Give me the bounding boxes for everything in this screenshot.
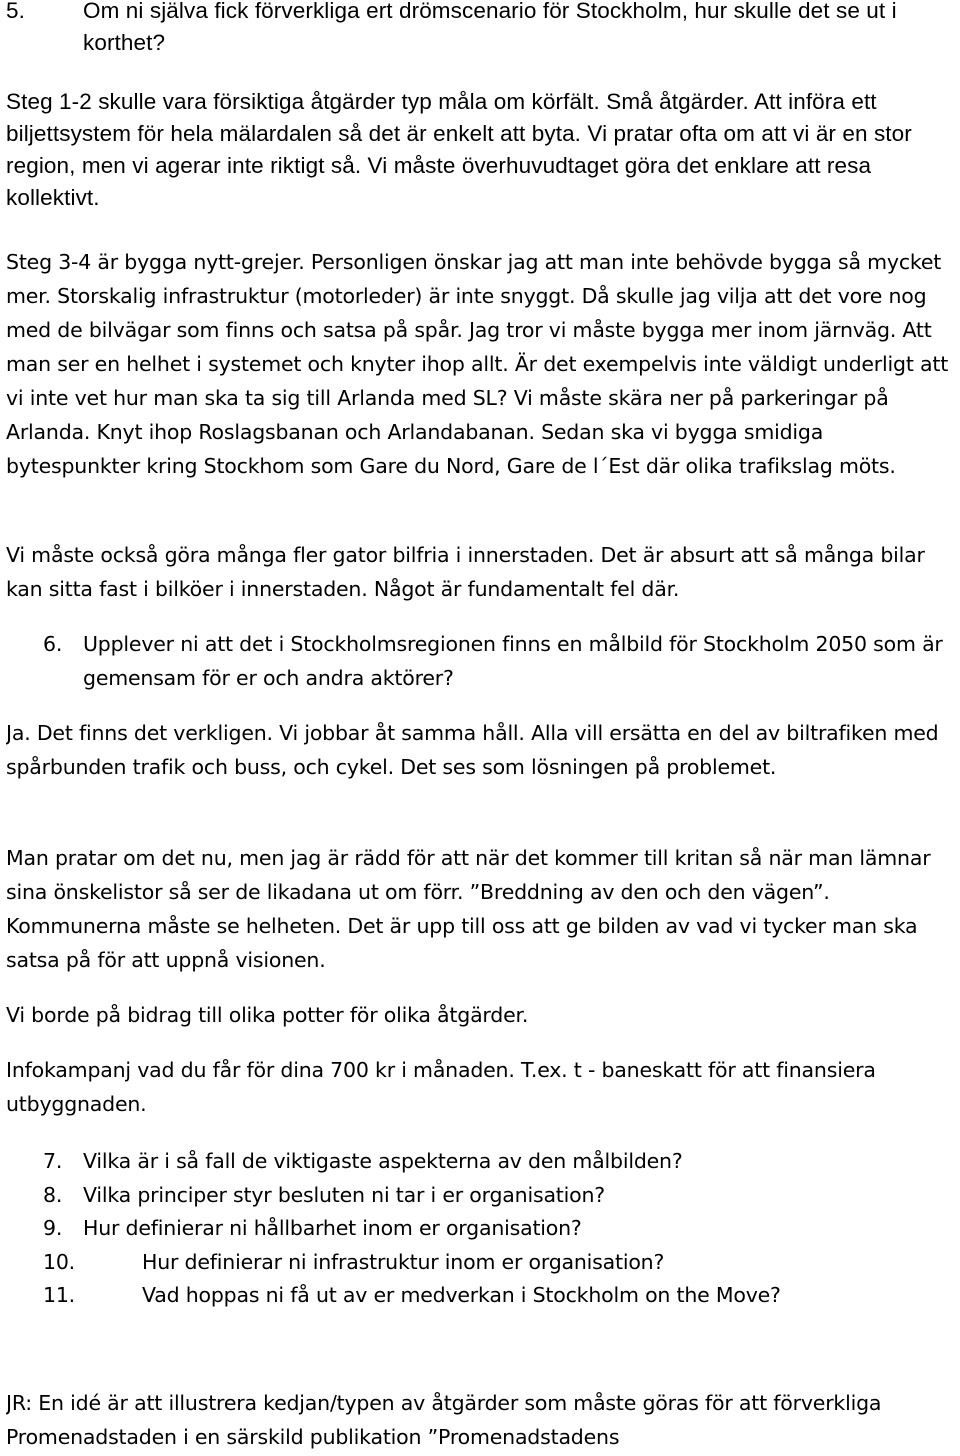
list-item (43, 1278, 943, 1312)
list-item (43, 1178, 943, 1212)
question-6 (43, 627, 943, 695)
question-text: Hur definierar ni hållbarhet inom er organisation? (83, 1216, 582, 1240)
question-text: Upplever ni att det i Stockholmsregionen finns en målbild för Stockholm 2050 som är gemensam för er och andra aktörer? (83, 632, 943, 690)
question-number: 8. (43, 1182, 63, 1207)
question-number: 5. (6, 0, 25, 23)
question-text: Vilka är i så fall de viktigaste aspekterna av den målbilden? (83, 1149, 683, 1173)
question-number: 6. (43, 632, 63, 656)
document-page (6, 0, 956, 1456)
answer-6-paragraph-1: Ja. Det finns det verkligen. Vi jobbar åt samma håll. Alla vill ersätta en del av biltrafiken med spårbunden trafik och buss, och cykel. Det ses som lösningen på problemet. (6, 721, 939, 779)
question-number: 9. (43, 1216, 63, 1240)
closing-note: JR: En idé är att illustrera kedjan/typen av åtgärder som måste göras för att förverkliga Promenadstaden i en särskild publikation ”Promenadstadens (6, 1391, 882, 1449)
question-text: Om ni själva fick förverkliga ert drömscenario för Stockholm, hur skulle det se ut i korthet? (83, 0, 897, 55)
answer-6-paragraph-2: Man pratar om det nu, men jag är rädd för att när det kommer till kritan så när man lämnar sina önskelistor så ser de likadana ut om förr. ”Breddning av den och den vägen”. Kommunerna måste se helheten. Det är upp till oss att ge bilden av vad vi tycker man ska satsa på för att uppnå visionen. (6, 846, 931, 972)
question-text: Vad hoppas ni få ut av er medverkan i Stockholm on the Move? (142, 1283, 781, 1307)
list-item (43, 1211, 943, 1245)
question-number: 11. (43, 1283, 76, 1307)
answer-6-paragraph-3: Vi borde på bidrag till olika potter för olika åtgärder. (6, 1003, 529, 1027)
question-number: 10. (43, 1249, 76, 1274)
question-number: 7. (43, 1149, 63, 1173)
answer-5-paragraph-1: Steg 1-2 skulle vara försiktiga åtgärder typ måla om körfält. Små åtgärder. Att införa ett biljettsystem för hela mälardalen så det är enkelt att byta. Vi pratar ofta om att vi är en stor region, men vi agerar inte riktigt så. Vi måste överhuvudtaget göra det enklare att resa kollektivt. (6, 89, 912, 210)
list-item (43, 1245, 943, 1279)
answer-5-paragraph-2: Steg 3-4 är bygga nytt-grejer. Personligen önskar jag att man inte behövde bygga så mycket mer. Storskalig infrastruktur (motorleder) är inte snyggt. Då skulle jag vilja att det vore nog med de bilvägar som finns och satsa på spår. Jag tror vi måste bygga mer inom järnväg. Att man ser en helhet i systemet och knyter ihop allt. Är det exempelvis inte väldigt underligt att vi inte vet hur man ska ta sig till Arlanda med SL? Vi måste skära ner på parkeringar på Arlanda. Knyt ihop Roslagsbanan och Arlandabanan. Sedan ska vi bygga smidiga bytespunkter kring Stockhom som Gare du Nord, Gare de l´Est där olika trafikslag möts. (6, 250, 949, 478)
question-5 (6, 0, 956, 59)
question-text: Vilka principer styr besluten ni tar i er organisation? (83, 1182, 605, 1207)
answer-6-paragraph-4: Infokampanj vad du får för dina 700 kr i månaden. T.ex. t - baneskatt för att finansiera utbyggnaden. (6, 1058, 876, 1116)
question-text: Hur definierar ni infrastruktur inom er organisation? (142, 1249, 665, 1274)
question-list (43, 1144, 943, 1312)
answer-5-paragraph-3: Vi måste också göra många fler gator bilfria i innerstaden. Det är absurt att så många bilar kan sitta fast i bilköer i innerstaden. Något är fundamentalt fel där. (6, 543, 925, 601)
list-item (43, 1144, 943, 1178)
